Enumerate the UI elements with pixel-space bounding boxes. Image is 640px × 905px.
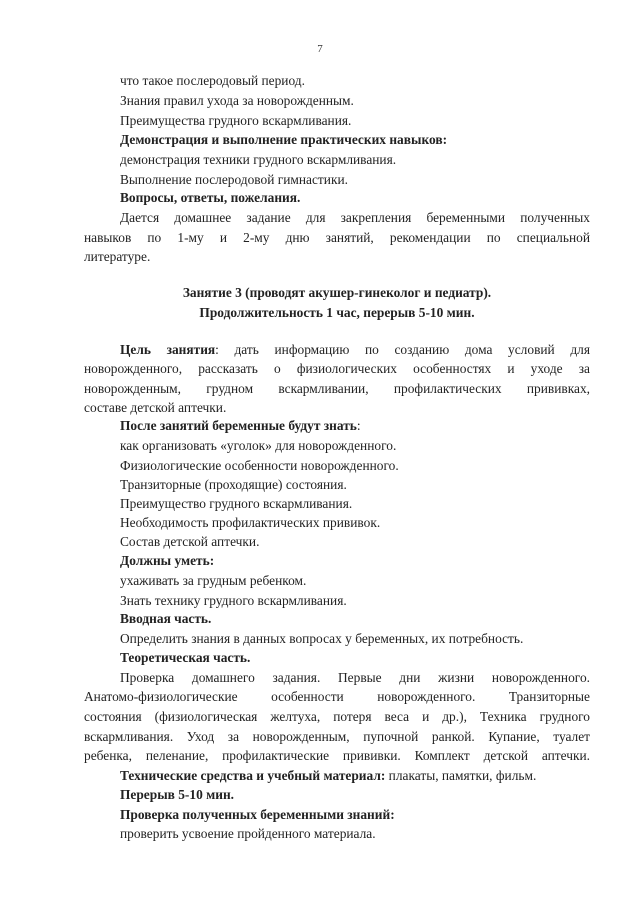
tech-text: плакаты, памятки, фильм. (385, 768, 537, 783)
paragraph-line: состояния (физиологическая желтуха, потеря веса и др.), Техника грудного (84, 709, 590, 724)
list-item: как организовать «уголок» для новорожденного. (120, 438, 397, 453)
page-number: 7 (317, 43, 323, 55)
list-item: Знать технику грудного вскармливания. (120, 593, 347, 608)
list-item: что такое послеродовый период. (120, 73, 305, 88)
paragraph-line: новорожденным, грудном вскармливании, профилактических прививках, (84, 381, 590, 396)
paragraph-line: Дается домашнее задание для закрепления беременными полученных (120, 210, 590, 225)
paragraph-line: составе детской аптечки. (84, 400, 227, 415)
tech-line (120, 766, 590, 785)
list-item: Знания правил ухода за новорожденным. (120, 93, 354, 108)
lesson-duration: Продолжительность 1 час, перерыв 5-10 мин. (199, 305, 475, 320)
section-heading-demo: Демонстрация и выполнение практических навыков: (120, 132, 448, 147)
paragraph-line: новорожденного, рассказать о физиологических особенностях и уходе за (84, 361, 590, 376)
list-item: Физиологические особенности новорожденного. (120, 458, 399, 473)
goal-label: Цель занятия (120, 342, 216, 357)
section-heading-intro: Вводная часть. (120, 611, 212, 626)
section-heading-break: Перерыв 5-10 мин. (120, 787, 235, 802)
goal-text: : дать информацию по созданию дома условий для (215, 342, 590, 357)
section-heading-qa: Вопросы, ответы, пожелания. (120, 190, 301, 205)
paragraph-line: вскармливания. Уход за новорожденным, пупочной ранкой. Купание, туалет (84, 729, 590, 744)
paragraph-line: навыков по 1-му и 2-му дню занятий, рекомендации по специальной (84, 230, 590, 245)
paragraph-line: ребенка, пеленание, профилактические прививки. Комплект детской аптечки. (84, 748, 590, 763)
paragraph-line: Анатомо-физиологические особенности новорожденного. Транзиторные (84, 689, 590, 704)
list-item: Преимущество грудного вскармливания. (120, 496, 353, 511)
paragraph-line: Проверка домашнего задания. Первые дни жизни новорожденного. (120, 670, 590, 685)
goal-paragraph-first-line (120, 340, 590, 359)
section-heading-know: После занятий беременные будут знать: (120, 418, 361, 433)
list-item: Состав детской аптечки. (120, 534, 260, 549)
list-item: ухаживать за грудным ребенком. (120, 573, 307, 588)
list-item: демонстрация техники грудного вскармливания. (120, 152, 397, 167)
paragraph-line: Определить знания в данных вопросах у беременных, их потребность. (120, 631, 524, 646)
list-item: Преимущества грудного вскармливания. (120, 113, 352, 128)
list-item: Выполнение послеродовой гимнастики. (120, 172, 348, 187)
section-heading-theory: Теоретическая часть. (120, 650, 251, 665)
section-heading-must: Должны уметь: (120, 553, 215, 568)
lesson-title: Занятие 3 (проводят акушер-гинеколог и педиатр). (182, 285, 492, 300)
paragraph-line: проверить усвоение пройденного материала. (120, 826, 376, 841)
list-item: Транзиторные (проходящие) состояния. (120, 477, 347, 492)
tech-label: Технические средства и учебный материал: (120, 768, 386, 783)
list-item: Необходимость профилактических прививок. (120, 515, 381, 530)
section-heading-check: Проверка полученных беременными знаний: (120, 807, 395, 822)
paragraph-line: литературе. (84, 249, 151, 264)
